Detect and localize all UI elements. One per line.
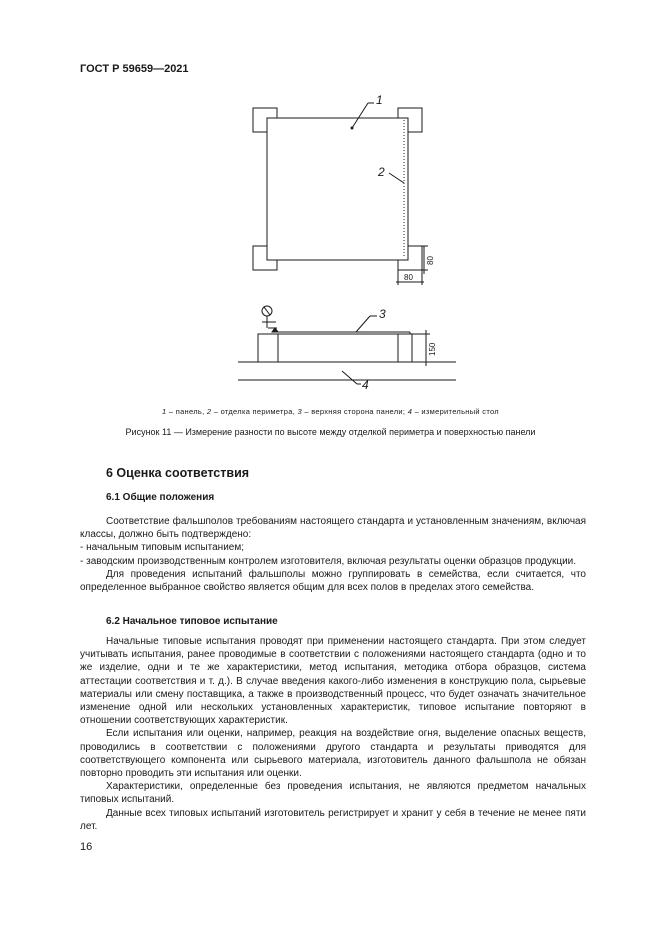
- list-item: - заводским производственным контролем изготовителя, включая результаты оценки образцов продукции.: [80, 555, 577, 567]
- paragraph: Начальные типовые испытания проводят при применении настоящего стандарта. При этом следует учитывать испытания, ранее проводимые в соответствии с положениями настоящего стандарта (одно и то же изделие, одни и те же характеристики, метод испытания, методика отбора образцов, система аттестации соответствия и т. д.). В случае введения какого-либо изменения в конструкцию пола, сырьевые материалы или смену поставщика, а также в производственный процесс, что будет означать значительное изменение одной или нескольких установленных характеристик, типовое испытание повторяют в отношении соответствующих характеристик.: [80, 636, 586, 727]
- section-6-1-body: [80, 515, 586, 594]
- callout-1: 1: [376, 93, 383, 107]
- legend-text-3: – верхняя сторона панели;: [301, 407, 408, 416]
- page-number: 16: [80, 841, 93, 853]
- dimension-80-vertical: 80: [426, 256, 435, 265]
- legend-text-2: – отделка периметра,: [211, 407, 298, 416]
- legend-text-1: – панель,: [166, 407, 207, 416]
- document-header: ГОСТ Р 59659—2021: [80, 63, 189, 75]
- legend-text-4: – измерительный стол: [412, 407, 499, 416]
- paragraph: Характеристики, определенные без проведения испытания, не являются предметом начальных типовых испытаний.: [80, 781, 586, 806]
- section-6-1-heading: 6.1 Общие положения: [106, 492, 215, 503]
- figure-11-drawing: [0, 0, 661, 400]
- callout-2: 2: [378, 165, 385, 179]
- paragraph: Если испытания или оценки, например, реакция на воздействие огня, выделение опасных веществ, проводились в соответствии с положениями другого стандарта и результаты приводятся для соответствующего компонента или сырьевого материала, изготовитель данного фальшпола не обязан повторно проводить эти испытания или оценки.: [80, 728, 586, 780]
- list-item: - начальным типовым испытанием;: [80, 542, 244, 554]
- dimension-150: 150: [428, 342, 437, 356]
- legend-num-2: 2: [206, 407, 212, 416]
- legend-num-3: 3: [297, 407, 302, 416]
- legend-num-1: 1: [161, 407, 167, 416]
- callout-4: 4: [362, 378, 369, 392]
- paragraph: Для проведения испытаний фальшполы можно группировать в семейства, если считается, что определенное выбранное свойство является общим для всех полов в пределах этого семейства.: [80, 568, 586, 594]
- section-6-2-body: [80, 635, 586, 833]
- figure-legend: [0, 407, 661, 416]
- paragraph: Соответствие фальшполов требованиям настоящего стандарта и установленным значениям, включая классы, должно быть подтверждено:: [80, 516, 586, 541]
- legend-num-4: 4: [407, 407, 413, 416]
- figure-caption: Рисунок 11 — Измерение разности по высоте между отделкой периметра и поверхностью панели: [125, 427, 536, 437]
- section-6-heading: 6 Оценка соответствия: [106, 466, 250, 480]
- callout-3: 3: [379, 307, 386, 321]
- dimension-80-horizontal: 80: [404, 273, 413, 282]
- panel-top-view: [267, 118, 408, 260]
- paragraph: Данные всех типовых испытаний изготовитель регистрирует и хранит у себя в течение не менее пяти лет.: [80, 807, 586, 832]
- section-6-2-heading: 6.2 Начальное типовое испытание: [106, 616, 278, 627]
